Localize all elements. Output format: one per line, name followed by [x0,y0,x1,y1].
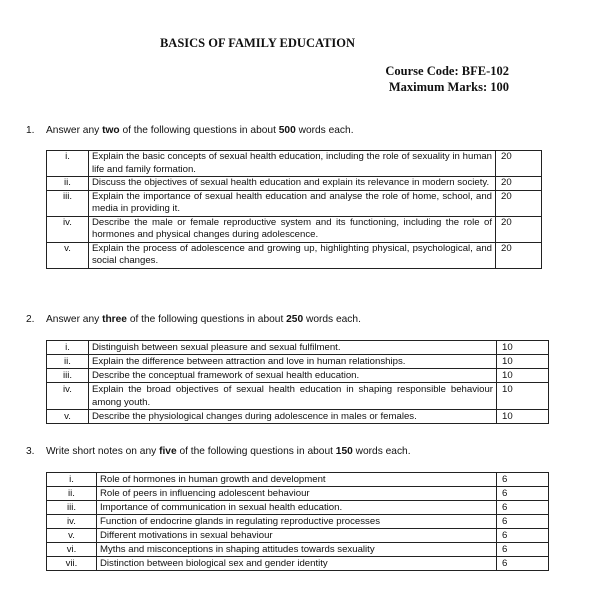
question-marks: 20 [496,216,542,242]
question-number: i. [47,151,89,177]
question-marks: 10 [497,369,549,383]
maximum-marks: Maximum Marks: 100 [388,80,509,94]
question-number: i. [47,473,97,487]
question-marks: 6 [497,473,549,487]
table-row [47,557,549,571]
question-text: Explain the process of adolescence and growing up, highlighting physical, psychological, and social changes. [89,242,496,268]
question-text: Explain the basic concepts of sexual health education, including the role of sexuality in human life and family formation. [89,151,496,177]
heading-words: 250 [286,314,304,325]
table-row [47,242,542,268]
table-row [47,216,542,242]
table-row [47,355,549,369]
section-1-table [46,150,542,269]
heading-words: 500 [278,125,296,136]
table-row [47,529,549,543]
question-text: Myths and misconceptions in shaping attitudes towards sexuality [97,543,497,557]
section-number: 3. [26,446,35,457]
question-text: Explain the broad objectives of sexual health education in shaping responsible behaviour among youth. [89,383,497,410]
question-text: Role of hormones in human growth and development [97,473,497,487]
question-text: Different motivations in sexual behaviour [97,529,497,543]
question-text: Explain the difference between attraction and love in human relationships. [89,355,497,369]
question-number: v. [47,410,89,424]
heading-count: two [102,125,120,136]
question-number: iv. [47,383,89,410]
question-number: v. [47,242,89,268]
question-number: ii. [47,487,97,501]
exam-title: BASICS OF FAMILY EDUCATION [159,36,356,50]
question-text: Explain the importance of sexual health education and analyse the role of home, school, and media in providing it. [89,190,496,216]
question-marks: 20 [496,242,542,268]
heading-text: words each. [303,314,361,325]
table-row [47,341,549,355]
question-number: vi. [47,543,97,557]
question-text: Distinguish between sexual pleasure and sexual fulfilment. [89,341,497,355]
section-2-heading [26,314,361,325]
question-marks: 20 [496,151,542,177]
section-number: 2. [26,314,35,325]
question-text: Role of peers in influencing adolescent behaviour [97,487,497,501]
heading-words: 150 [335,446,353,457]
question-number: ii. [47,355,89,369]
question-marks: 6 [497,515,549,529]
question-text: Describe the conceptual framework of sexual health education. [89,369,497,383]
question-number: v. [47,529,97,543]
exam-meta [385,63,509,95]
table-row [47,190,542,216]
question-text: Function of endocrine glands in regulating reproductive processes [97,515,497,529]
table-row [47,473,549,487]
table-row [47,487,549,501]
table-row [47,369,549,383]
question-marks: 10 [497,355,549,369]
table-row [47,515,549,529]
table-row [47,151,542,177]
question-marks: 10 [497,410,549,424]
question-marks: 6 [497,487,549,501]
section-number: 1. [26,125,35,136]
heading-text: Answer any [46,125,103,136]
heading-text: Write short notes on any [46,446,160,457]
course-code: Course Code: BFE-102 [385,64,509,78]
section-2-table [46,340,549,424]
question-number: iv. [47,515,97,529]
table-row [47,501,549,515]
question-number: iii. [47,501,97,515]
heading-text: words each. [352,446,411,457]
section-1-heading [26,125,354,136]
heading-count: three [102,314,127,325]
section-3-table [46,472,549,571]
question-number: ii. [47,177,89,191]
section-3-heading [26,446,411,457]
question-text: Describe the male or female reproductive system and its functioning, including the role of hormones and physical changes during adolescence. [89,216,496,242]
heading-text: of the following questions in about [126,314,287,325]
question-number: vii. [47,557,97,571]
table-row [47,383,549,410]
question-marks: 6 [497,529,549,543]
question-marks: 6 [497,557,549,571]
heading-count: five [159,446,177,457]
question-number: i. [47,341,89,355]
question-text: Distinction between biological sex and gender identity [97,557,497,571]
table-row [47,410,549,424]
question-marks: 10 [497,341,549,355]
heading-text: Answer any [46,314,103,325]
question-number: iv. [47,216,89,242]
question-text: Importance of communication in sexual health education. [97,501,497,515]
table-row [47,543,549,557]
question-marks: 20 [496,177,542,191]
question-marks: 10 [497,383,549,410]
question-marks: 6 [497,543,549,557]
heading-text: of the following questions in about [176,446,336,457]
question-marks: 20 [496,190,542,216]
heading-text: of the following questions in about [119,125,279,136]
question-number: iii. [47,190,89,216]
question-marks: 6 [497,501,549,515]
question-number: iii. [47,369,89,383]
question-text: Describe the physiological changes during adolescence in males or females. [89,410,497,424]
table-row [47,177,542,191]
question-text: Discuss the objectives of sexual health education and explain its relevance in modern society. [89,177,496,191]
heading-text: words each. [295,125,354,136]
